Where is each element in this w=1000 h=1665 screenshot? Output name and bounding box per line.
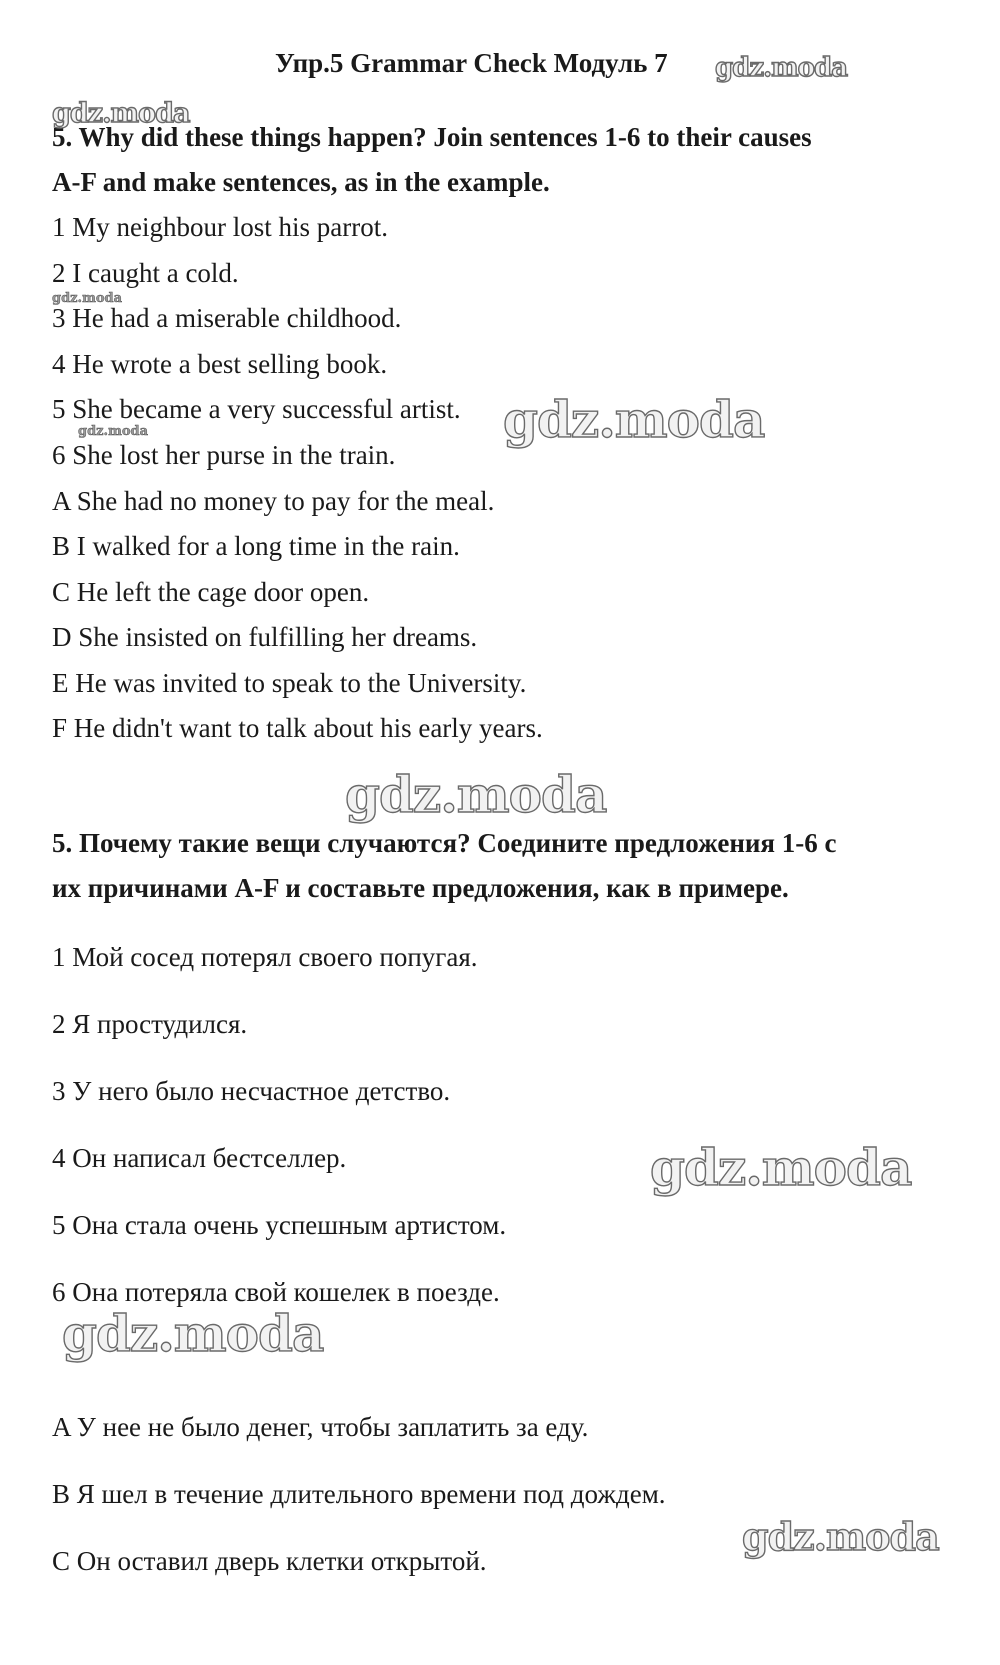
watermark-logo: gdz.moda bbox=[62, 1304, 324, 1363]
english-cause-a: A She had no money to pay for the meal. bbox=[52, 486, 495, 516]
watermark-logo: gdz.moda bbox=[52, 98, 190, 129]
english-sentence-6: 6 She lost her purse in the train. bbox=[52, 440, 396, 470]
russian-cause-b: B Я шел в течение длительного времени под дождем. bbox=[52, 1479, 666, 1509]
russian-cause-a: A У нее не было денег, чтобы заплатить за еду. bbox=[52, 1412, 589, 1442]
russian-sentence-1: 1 Мой сосед потерял своего попугая. bbox=[52, 942, 478, 972]
watermark-logo: gdz.moda bbox=[715, 53, 848, 83]
english-heading-line-2: A-F and make sentences, as in the example. bbox=[52, 167, 550, 197]
english-sentence-5: 5 She became a very successful artist. bbox=[52, 394, 461, 424]
english-cause-c: C He left the cage door open. bbox=[52, 577, 370, 607]
russian-sentence-3: 3 У него было несчастное детство. bbox=[52, 1076, 451, 1106]
russian-heading-line-1: 5. Почему такие вещи случаются? Соедините предложения 1-6 с bbox=[52, 828, 837, 858]
watermark-logo: gdz.moda bbox=[78, 424, 149, 439]
english-cause-e: E He was invited to speak to the University. bbox=[52, 668, 527, 698]
watermark-logo: gdz.moda bbox=[650, 1138, 912, 1197]
english-heading-line-1: 5. Why did these things happen? Join sentences 1-6 to their causes bbox=[52, 122, 812, 152]
watermark-logo: gdz.moda bbox=[345, 765, 607, 824]
english-sentence-4: 4 He wrote a best selling book. bbox=[52, 349, 388, 379]
english-cause-d: D She insisted on fulfilling her dreams. bbox=[52, 622, 478, 652]
english-sentence-2: 2 I caught a cold. bbox=[52, 258, 239, 288]
russian-sentence-5: 5 Она стала очень успешным артистом. bbox=[52, 1210, 507, 1240]
page-title: Упр.5 Grammar Check Модуль 7 bbox=[275, 48, 668, 78]
russian-sentence-2: 2 Я простудился. bbox=[52, 1009, 248, 1039]
english-sentence-3: 3 He had a miserable childhood. bbox=[52, 303, 402, 333]
watermark-logo: gdz.moda bbox=[52, 291, 123, 306]
watermark-logo: gdz.moda bbox=[742, 1514, 939, 1559]
english-cause-b: B I walked for a long time in the rain. bbox=[52, 531, 460, 561]
watermark-logo: gdz.moda bbox=[503, 390, 765, 449]
russian-heading-line-2: их причинами A-F и составьте предложения, как в примере. bbox=[52, 873, 789, 903]
russian-sentence-4: 4 Он написал бестселлер. bbox=[52, 1143, 347, 1173]
english-cause-f: F He didn't want to talk about his early years. bbox=[52, 713, 543, 743]
english-sentence-1: 1 My neighbour lost his parrot. bbox=[52, 212, 388, 242]
russian-cause-c: C Он оставил дверь клетки открытой. bbox=[52, 1546, 487, 1576]
russian-sentence-6: 6 Она потеряла свой кошелек в поезде. bbox=[52, 1277, 500, 1307]
